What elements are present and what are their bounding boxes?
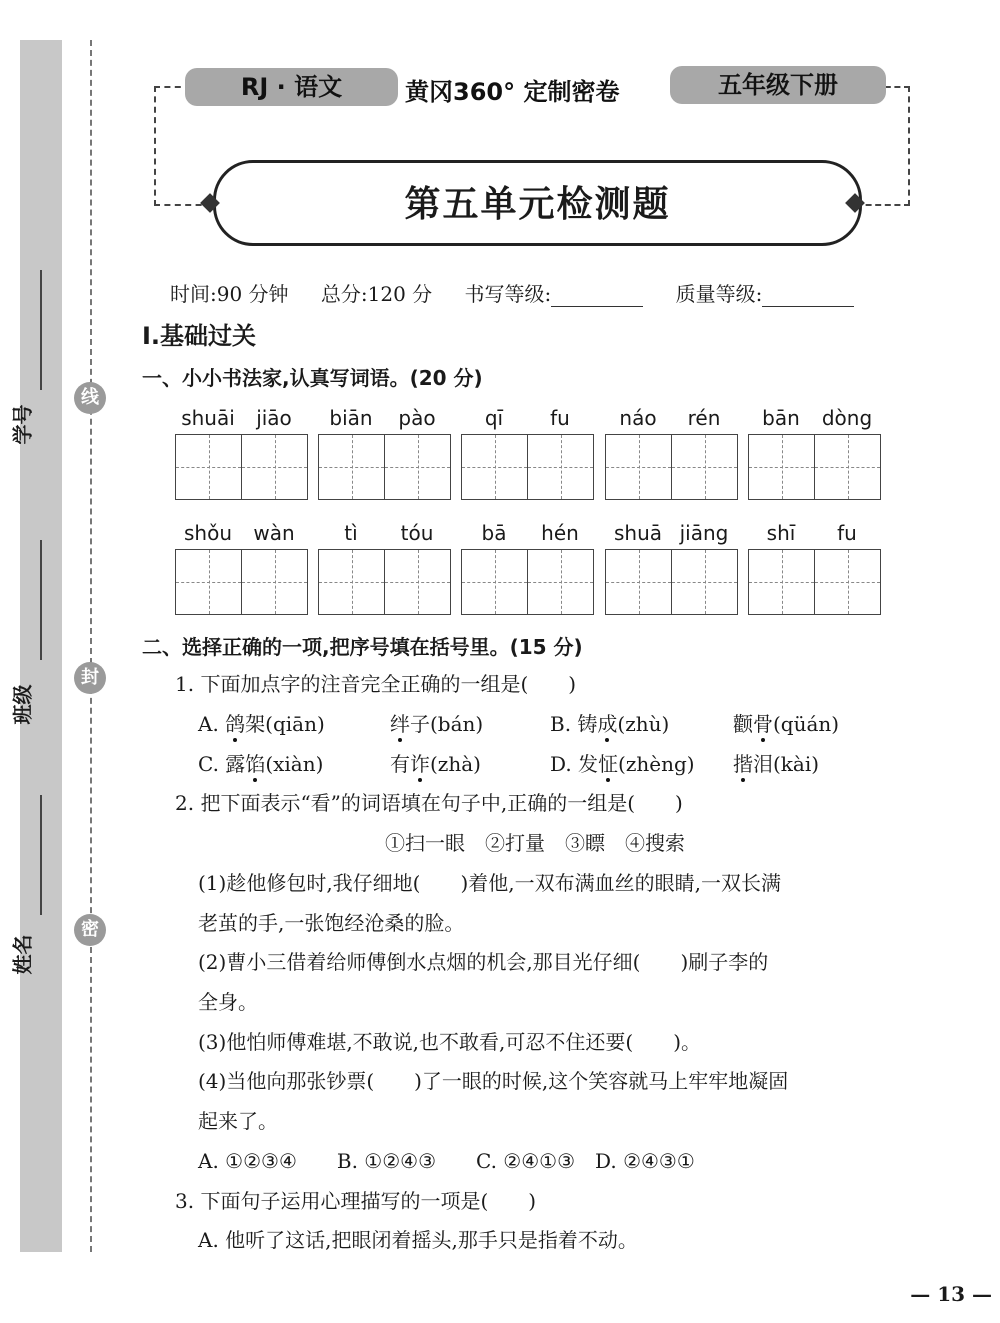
section1-heading: 一、小小书法家,认真写词语。(20 分) [142, 366, 483, 390]
q1-option-d2: 揩泪(kài) [733, 752, 820, 776]
name-label: 姓名 [10, 934, 35, 975]
pinyin-word: bān dòng [748, 404, 881, 500]
brand-title: 黄冈360° 定制密卷 [405, 78, 620, 106]
pinyin-word: shǒu wàn [175, 519, 308, 615]
writing-grid[interactable] [318, 549, 451, 615]
quality-grade-label: 质量等级: [675, 282, 763, 306]
q1-option-b1: B. 铸成(zhù) [550, 712, 670, 736]
page-title: 第五单元检测题 [404, 183, 671, 225]
page-number: — 13 — [910, 1282, 992, 1306]
class-blank [40, 540, 42, 660]
pinyin-word: shī fu [748, 519, 881, 615]
pinyin-word: náo rén [605, 404, 738, 500]
q2-sentence-3: (3)他怕师傅难堪,不敢说,也不敢看,可忍不住还要( )。 [198, 1030, 702, 1054]
q1-option-a2: 绊子(bán) [390, 712, 484, 736]
q2-choices: A. ①②③④ B. ①②④③ C. ②④①③ D. ②④③① [198, 1149, 695, 1173]
q1-option-c2: 有诈(zhà) [390, 752, 481, 776]
seal-secret-mark: 密 [74, 914, 106, 946]
q2-word-options: ①扫一眼 ②打量 ③瞟 ④搜索 [385, 831, 685, 855]
writing-grade-blank[interactable] [551, 286, 643, 307]
time-info: 时间:90 分钟 [170, 282, 289, 306]
class-label: 班级 [10, 684, 35, 725]
question-1-stem: 1. 下面加点字的注音完全正确的一组是( ) [175, 672, 577, 696]
pinyin-word: bā hén [461, 519, 594, 615]
q2-sentence-4-cont: 起来了。 [198, 1109, 278, 1133]
writing-grade-label: 书写等级: [464, 282, 552, 306]
name-blank [40, 795, 42, 915]
writing-grid[interactable] [175, 434, 308, 500]
section2-heading: 二、选择正确的一项,把序号填在括号里。(15 分) [142, 635, 583, 659]
writing-grid[interactable] [461, 549, 594, 615]
q3-option-a: A. 他听了这话,把眼闭着摇头,那手只是指着不动。 [198, 1228, 638, 1252]
writing-grid[interactable] [461, 434, 594, 500]
q1-option-a1: A. 鸽架(qiān) [198, 712, 325, 736]
q2-sentence-1: (1)趁他修包时,我仔细地( )着他,一双布满血丝的眼睛,一双长满 [198, 871, 782, 895]
q1-option-b2: 颧骨(qüán) [733, 712, 840, 736]
writing-grid[interactable] [748, 434, 881, 500]
seal-seal-mark: 封 [74, 662, 106, 694]
total-score-info: 总分:120 分 [320, 282, 433, 306]
q2-sentence-1-cont: 老茧的手,一张饱经沧桑的脸。 [198, 911, 465, 935]
header-frame-right [856, 86, 910, 206]
pinyin-word: shuāi jiāo [175, 404, 308, 500]
q1-option-d1: D. 发怔(zhèng) [550, 752, 695, 776]
writing-grid[interactable] [748, 549, 881, 615]
subject-badge: RJ · 语文 [185, 68, 398, 106]
writing-grid[interactable] [605, 434, 738, 500]
quality-grade-blank[interactable] [762, 286, 854, 307]
student-id-label: 学号 [10, 404, 35, 445]
q2-sentence-2: (2)曹小三借着给师傅倒水点烟的机会,那目光仔细( )刷子李的 [198, 950, 769, 974]
pinyin-word: biān pào [318, 404, 451, 500]
q2-sentence-4: (4)当他向那张钞票( )了一眼的时候,这个笑容就马上牢牢地凝固 [198, 1069, 789, 1093]
writing-grid[interactable] [318, 434, 451, 500]
question-3-stem: 3. 下面句子运用心理描写的一项是( ) [175, 1189, 537, 1213]
question-2-stem: 2. 把下面表示“看”的词语填在句子中,正确的一组是( ) [175, 791, 683, 815]
writing-grid[interactable] [605, 549, 738, 615]
q1-option-c1: C. 露馅(xiàn) [198, 752, 324, 776]
exam-info [170, 278, 854, 307]
pinyin-word: tì tóu [318, 519, 451, 615]
q2-sentence-2-cont: 全身。 [198, 990, 258, 1014]
binding-dashed-line [90, 40, 92, 1252]
pinyin-word: qī fu [461, 404, 594, 500]
grade-badge: 五年级下册 [670, 66, 886, 104]
pinyin-word: shuā jiāng [605, 519, 738, 615]
writing-grid[interactable] [175, 549, 308, 615]
student-id-blank [40, 270, 42, 390]
part-heading: Ⅰ.基础过关 [142, 322, 257, 350]
seal-line-mark: 线 [74, 382, 106, 414]
